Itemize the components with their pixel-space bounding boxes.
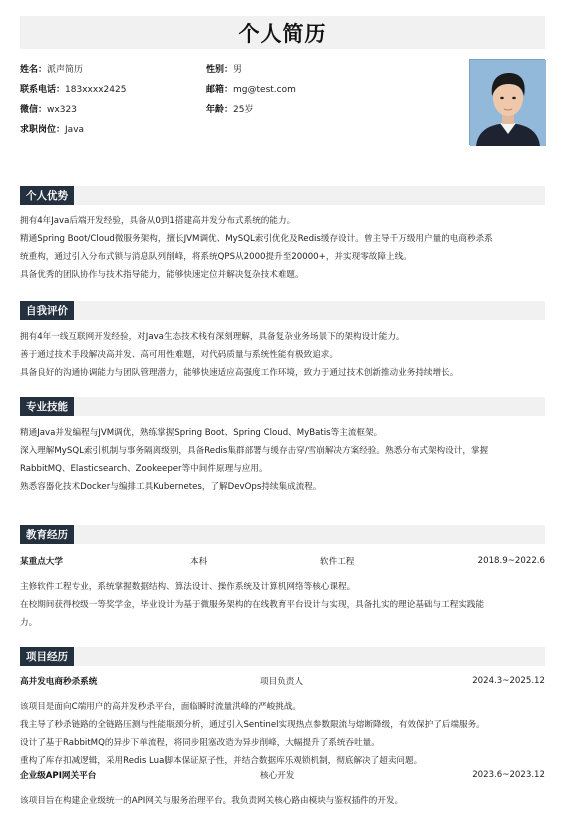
info-name: 姓名：派声简历 bbox=[20, 65, 84, 75]
section-header bbox=[20, 397, 545, 416]
phone-value: 183xxxx2425 bbox=[65, 85, 127, 95]
project-row bbox=[20, 672, 545, 690]
degree: 本科 bbox=[190, 557, 208, 567]
section-header bbox=[20, 186, 545, 205]
section-advantage bbox=[20, 186, 545, 284]
project-period: 2024.3~2025.12 bbox=[472, 676, 545, 686]
advantage-text bbox=[20, 212, 545, 284]
email-label: 邮箱 bbox=[206, 85, 225, 95]
section-header bbox=[20, 525, 545, 544]
project-text bbox=[20, 698, 545, 770]
info-job: 求职岗位：Java bbox=[20, 125, 85, 135]
text-line: 深入理解MySQL索引机制与事务隔离级别，具备Redis集群部署与缓存击穿/雪崩解决方案经验。熟悉分布式架构设计，掌握 bbox=[20, 446, 489, 456]
info-wechat: 微信：wx323 bbox=[20, 105, 77, 115]
info-phone: 联系电话：183xxxx2425 bbox=[20, 85, 127, 95]
age-label: 年龄 bbox=[206, 105, 225, 115]
text-line: 在校期间获得校级一等奖学金，毕业设计为基于微服务架构的在线教育平台设计与实现，具备扎实的理论基础与工程实践能 bbox=[20, 600, 485, 610]
gender-value: 男 bbox=[233, 65, 243, 75]
section-title: 教育经历 bbox=[20, 525, 74, 544]
project-text bbox=[20, 792, 545, 810]
text-line: 善于通过技术手段解决高并发、高可用性难题，对代码质量与系统性能有极致追求。 bbox=[20, 350, 338, 360]
text-line: 拥有4年一线互联网开发经验，对Java生态技术栈有深刻理解，具备复杂业务场景下的架构设计能力。 bbox=[20, 332, 405, 342]
major: 软件工程 bbox=[320, 557, 355, 567]
section-title: 自我评价 bbox=[20, 301, 74, 320]
email-value: mg@test.com bbox=[233, 85, 296, 95]
text-line: RabbitMQ、Elasticsearch、Zookeeper等中间件原理与应用。 bbox=[20, 464, 268, 474]
section-header bbox=[20, 301, 545, 320]
text-line: 设计了基于RabbitMQ的异步下单流程，将同步阻塞改造为异步削峰，大幅提升了系统吞吐量。 bbox=[20, 738, 380, 748]
age-value: 25岁 bbox=[233, 105, 254, 115]
section-projects bbox=[20, 647, 545, 810]
text-line: 主修软件工程专业，系统掌握数据结构、算法设计、操作系统及计算机网络等核心课程。 bbox=[20, 582, 356, 592]
text-line: 统重构，通过引入分布式锁与消息队列削峰，将系统QPS从2000提升至20000+，并实现零故障上线。 bbox=[20, 252, 412, 262]
text-line: 力。 bbox=[20, 618, 38, 628]
project-period: 2023.6~2023.12 bbox=[472, 770, 545, 780]
project-role: 核心开发 bbox=[260, 771, 295, 781]
text-line: 我主导了秒杀链路的全链路压测与性能瓶颈分析，通过引入Sentinel实现热点参数限流与熔断降级，有效保护了后端服务。 bbox=[20, 720, 485, 730]
project-name: 高并发电商秒杀系统 bbox=[20, 677, 98, 687]
section-self-evaluation bbox=[20, 301, 545, 382]
education-text bbox=[20, 578, 545, 632]
text-line: 精通Spring Boot/Cloud微服务架构，擅长JVM调优、MySQL索引优化及Redis缓存设计。曾主导千万级用户量的电商秒杀系 bbox=[20, 234, 493, 244]
project-row bbox=[20, 766, 545, 784]
basic-info bbox=[20, 62, 545, 148]
phone-label: 联系电话 bbox=[20, 85, 57, 95]
name-label: 姓名 bbox=[20, 65, 39, 75]
section-title: 项目经历 bbox=[20, 647, 74, 666]
text-line: 具备优秀的团队协作与技术指导能力，能够快速定位并解决复杂技术难题。 bbox=[20, 270, 304, 280]
wechat-label: 微信 bbox=[20, 105, 39, 115]
job-label: 求职岗位 bbox=[20, 125, 57, 135]
project-name: 企业级API网关平台 bbox=[20, 771, 97, 781]
text-line: 精通Java并发编程与JVM调优，熟练掌握Spring Boot、Spring Cloud、MyBatis等主流框架。 bbox=[20, 428, 383, 438]
text-line: 具备良好的沟通协调能力与团队管理潜力，能够快速适应高强度工作环境，致力于通过技术创新推动业务持续增长。 bbox=[20, 368, 459, 378]
avatar bbox=[469, 59, 545, 145]
project-role: 项目负责人 bbox=[260, 677, 303, 687]
info-email: 邮箱：mg@test.com bbox=[206, 85, 296, 95]
gender-label: 性别 bbox=[206, 65, 225, 75]
text-line: 该项目是面向C端用户的高并发秒杀平台，面临瞬时流量洪峰的严峻挑战。 bbox=[20, 702, 302, 712]
education-row bbox=[20, 552, 545, 570]
section-title: 专业技能 bbox=[20, 397, 74, 416]
section-education bbox=[20, 525, 545, 632]
skills-text bbox=[20, 424, 545, 496]
self-text bbox=[20, 328, 545, 382]
education-period: 2018.9~2022.6 bbox=[477, 556, 545, 566]
section-header bbox=[20, 647, 545, 666]
info-age: 年龄：25岁 bbox=[206, 105, 254, 115]
info-gender: 性别：男 bbox=[206, 65, 243, 75]
page-title: 个人简历 bbox=[238, 21, 327, 46]
title-bar bbox=[20, 16, 545, 49]
section-title: 个人优势 bbox=[20, 186, 74, 205]
text-line: 拥有4年Java后端开发经验，具备从0到1搭建高并发分布式系统的能力。 bbox=[20, 216, 296, 226]
section-skills bbox=[20, 397, 545, 496]
text-line: 该项目旨在构建企业级统一的API网关与服务治理平台。我负责网关核心路由模块与鉴权插件的开发。 bbox=[20, 796, 404, 806]
text-line: 重构了库存扣减逻辑，采用Redis Lua脚本保证原子性，并结合数据库乐观锁机制，彻底解决了超卖问题。 bbox=[20, 756, 423, 766]
avatar-portrait-icon bbox=[470, 60, 546, 146]
resume-page bbox=[0, 16, 565, 816]
job-value: Java bbox=[65, 125, 85, 135]
text-line: 熟悉容器化技术Docker与编排工具Kubernetes，了解DevOps持续集成流程。 bbox=[20, 482, 322, 492]
name-value: 派声简历 bbox=[47, 65, 84, 75]
school-name: 某重点大学 bbox=[20, 557, 63, 567]
wechat-value: wx323 bbox=[47, 105, 77, 115]
